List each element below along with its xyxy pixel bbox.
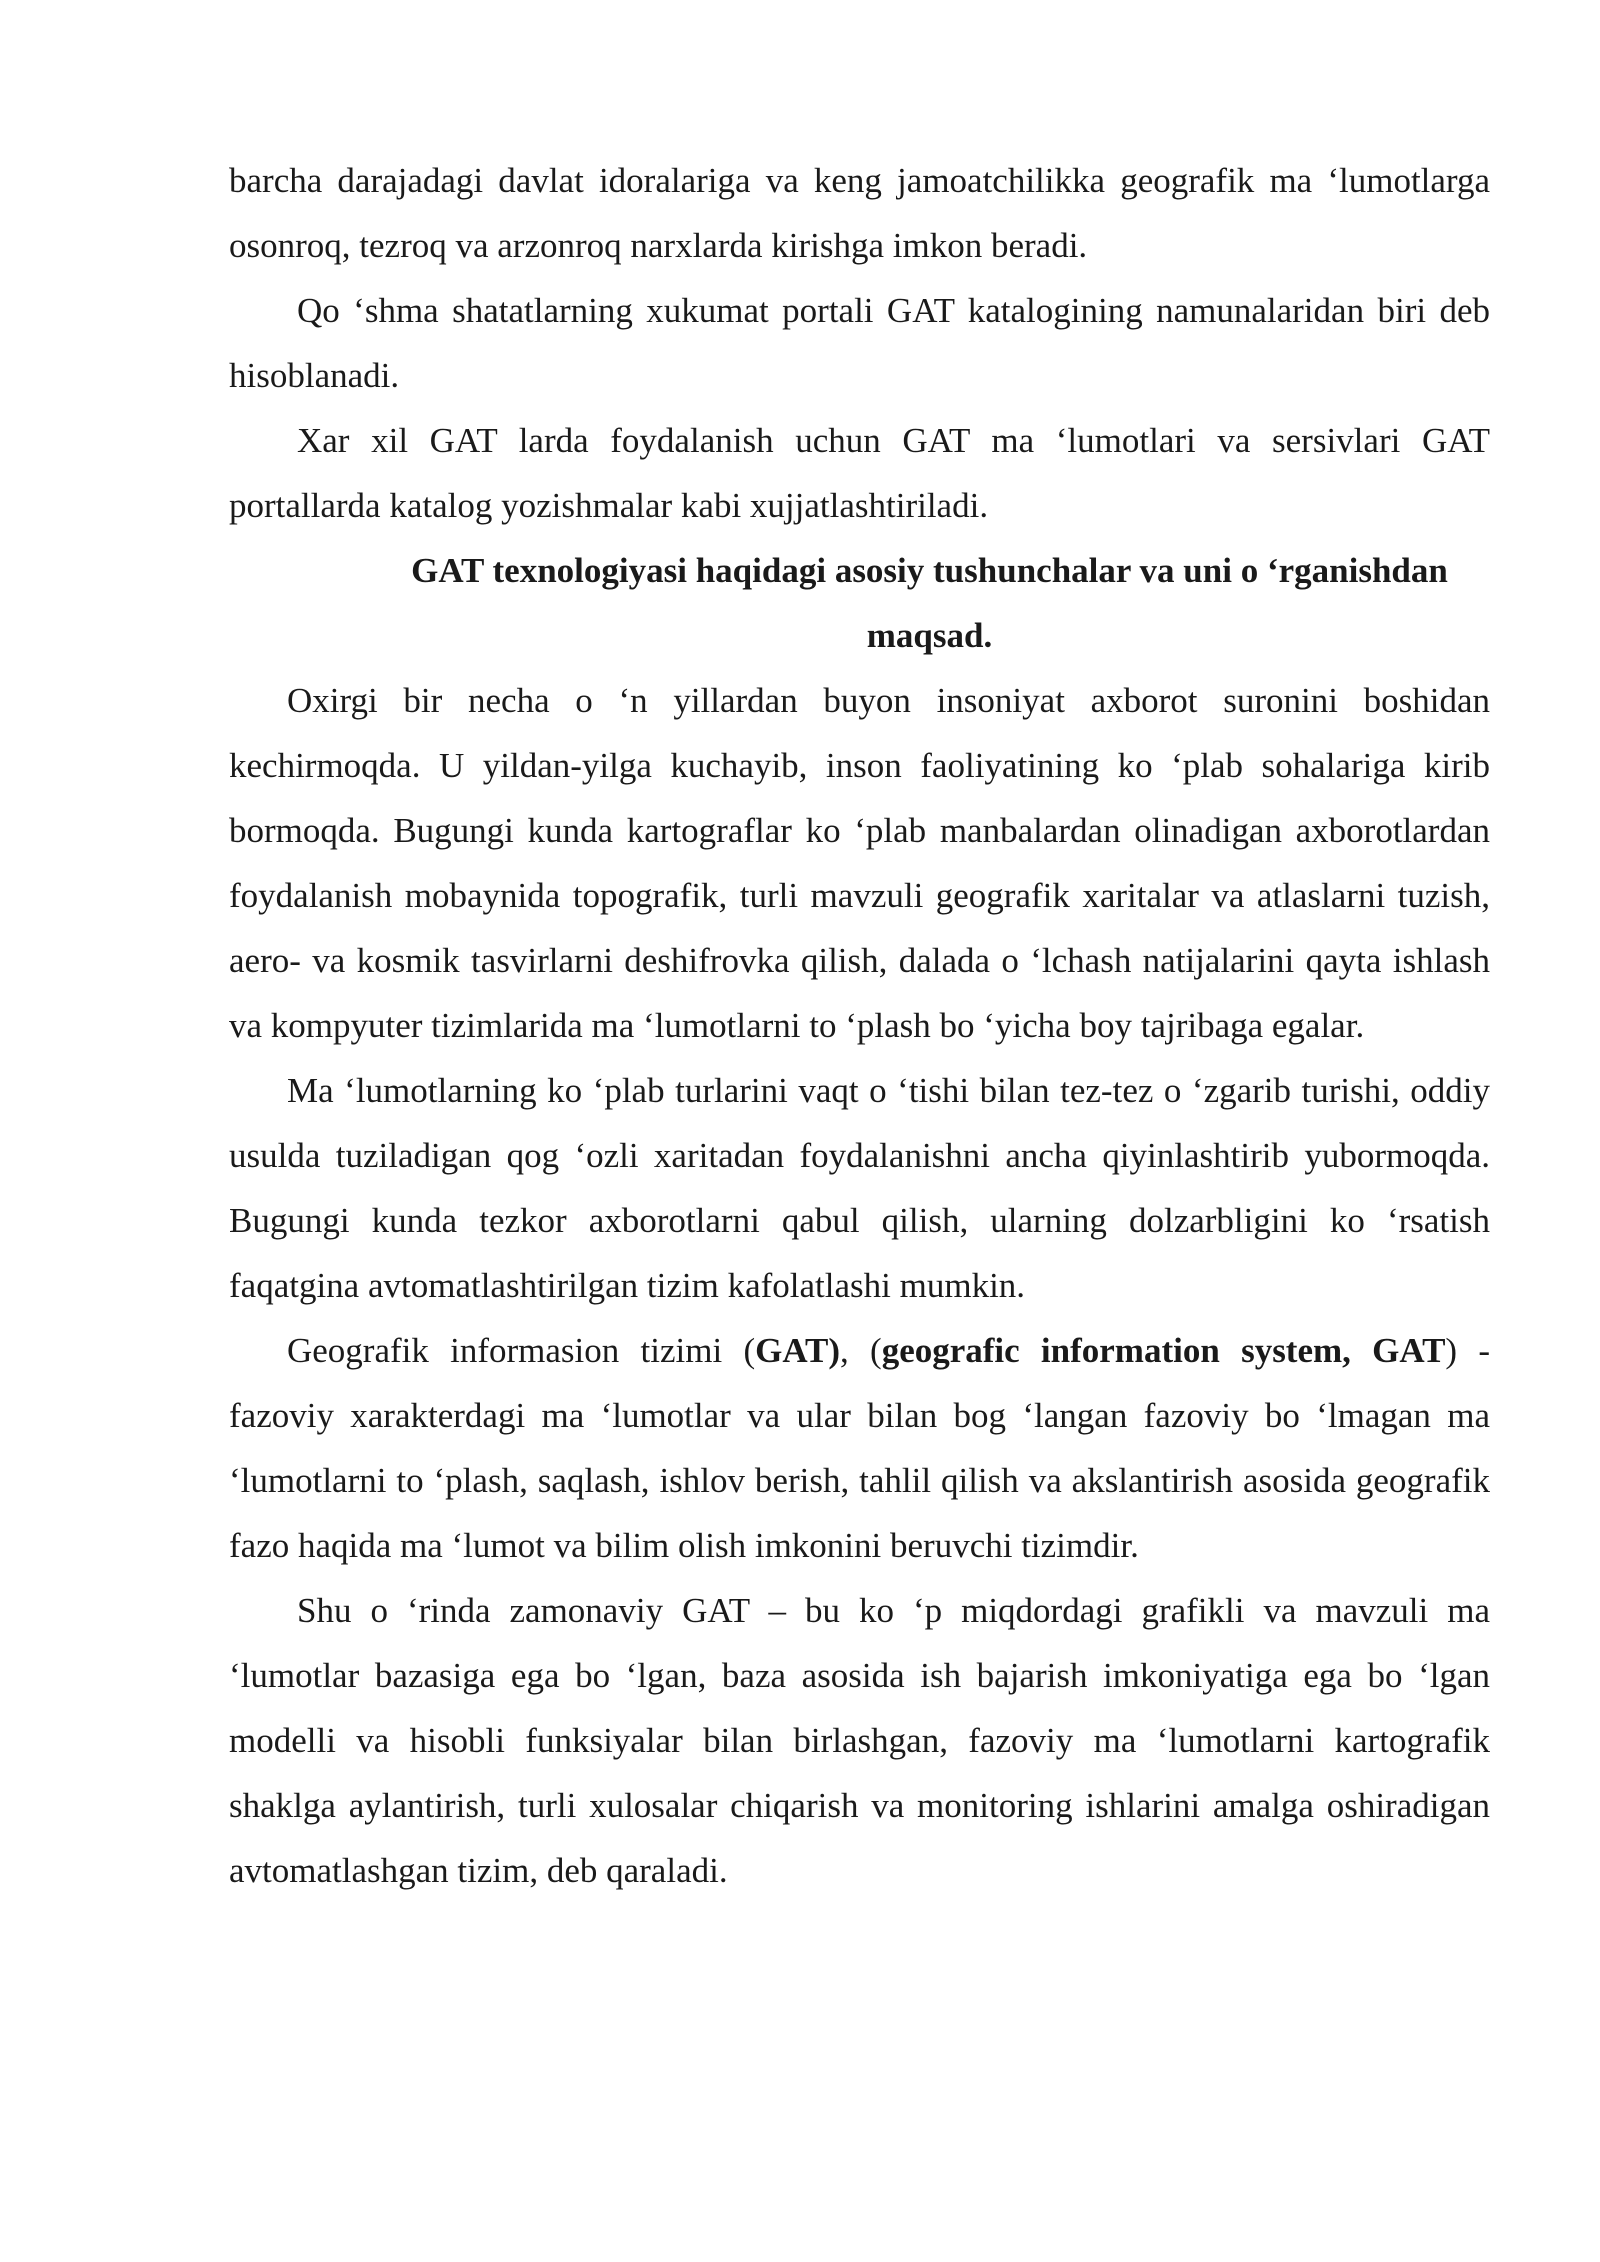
paragraph-data-change: Ma ‘lumotlarning ko ‘plab turlarini vaqt o ‘tishi bilan tez-tez o ‘zgarib turishi, oddiy usulda tuziladigan qog ‘ozli xaritadan foydalanishni ancha qiyinlashtirib yubormoqda. Bugungi kunda tezkor axborotlarni qabul qilish, ularning dolzarbligini ko ‘rsatish faqatgina avtomatlashtirilgan tizim kafolatlashi mumkin. (229, 1071, 1490, 1305)
paragraph-modern-gat: Shu o ‘rinda zamonaviy GAT – bu ko ‘p miqdordagi grafikli va mavzuli ma ‘lumotlar bazasiga ega bo ‘lgan, baza asosida ish bajarish imkoniyatiga ega bo ‘lgan modelli va hisobli funksiyalar bilan birlashgan, fazoviy ma ‘lumotlarni kartografik shaklga aylantirish, turli xulosalar chiqarish va monitoring ishlarini amalga oshiradigan avtomatlashgan tizim, deb qaraladi. (229, 1591, 1490, 1890)
paragraph-us-portal: Qo ‘shma shatatlarning xukumat portali GAT katalogining namunalaridan biri deb hisoblanadi. (229, 291, 1490, 395)
paragraph-information-flood: Oxirgi bir necha o ‘n yillardan buyon insoniyat axborot suronini boshidan kechirmoqda. U yildan-yilga kuchayib, inson faoliyatining ko ‘plab sohalariga kirib bormoqda. Bugungi kunda kartograflar ko ‘plab manbalardan olinadigan axborotlardan foydalanish mobaynida topografik, turli mavzuli geografik xaritalar va atlaslarni tuzish, aero- va kosmik tasvirlarni deshifrovka qilish, dalada o ‘lchash natijalarini qayta ishlash va kompyuter tizimlarida ma ‘lumotlarni to ‘plash bo ‘yicha boy tajribaga egalar. (229, 681, 1490, 1045)
document-body (229, 148, 1490, 1903)
gat-definition-text-start: Geografik informasion tizimi ( (287, 1331, 756, 1370)
paragraph-gat-definition (229, 1318, 1490, 1578)
section-heading (229, 538, 1490, 668)
gat-definition-text-end: ) - fazoviy xarakterdagi ma ‘lumotlar va ular bilan bog ‘langan fazoviy bo ‘lmagan ma ‘lumotlarni to ‘plash, saqlash, ishlov berish, tahlil qilish va akslantirish asosida geografik fazo haqida ma ‘lumot va bilim olish imkonini beruvchi tizimdir. (229, 1331, 1490, 1565)
section-heading-line2: maqsad. (866, 616, 993, 655)
paragraph-gat-catalog: Xar xil GAT larda foydalanish uchun GAT ma ‘lumotlari va sersivlari GAT portallarda katalog yozishmalar kabi xujjatlashtiriladi. (229, 421, 1490, 525)
section-heading-line1: GAT texnologiyasi haqidagi asosiy tushunchalar va uni o ‘rganishdan (411, 551, 1448, 590)
gat-definition-separator: , ( (840, 1331, 882, 1370)
gat-abbreviation-bold: GAT) (755, 1331, 841, 1370)
paragraph-intro-continuation: barcha darajadagi davlat idoralariga va keng jamoatchilikka geografik ma ‘lumotlarga osonroq, tezroq va arzonroq narxlarda kirishga imkon beradi. (229, 161, 1490, 265)
gat-english-term-bold: geografic information system, GAT (881, 1331, 1446, 1370)
